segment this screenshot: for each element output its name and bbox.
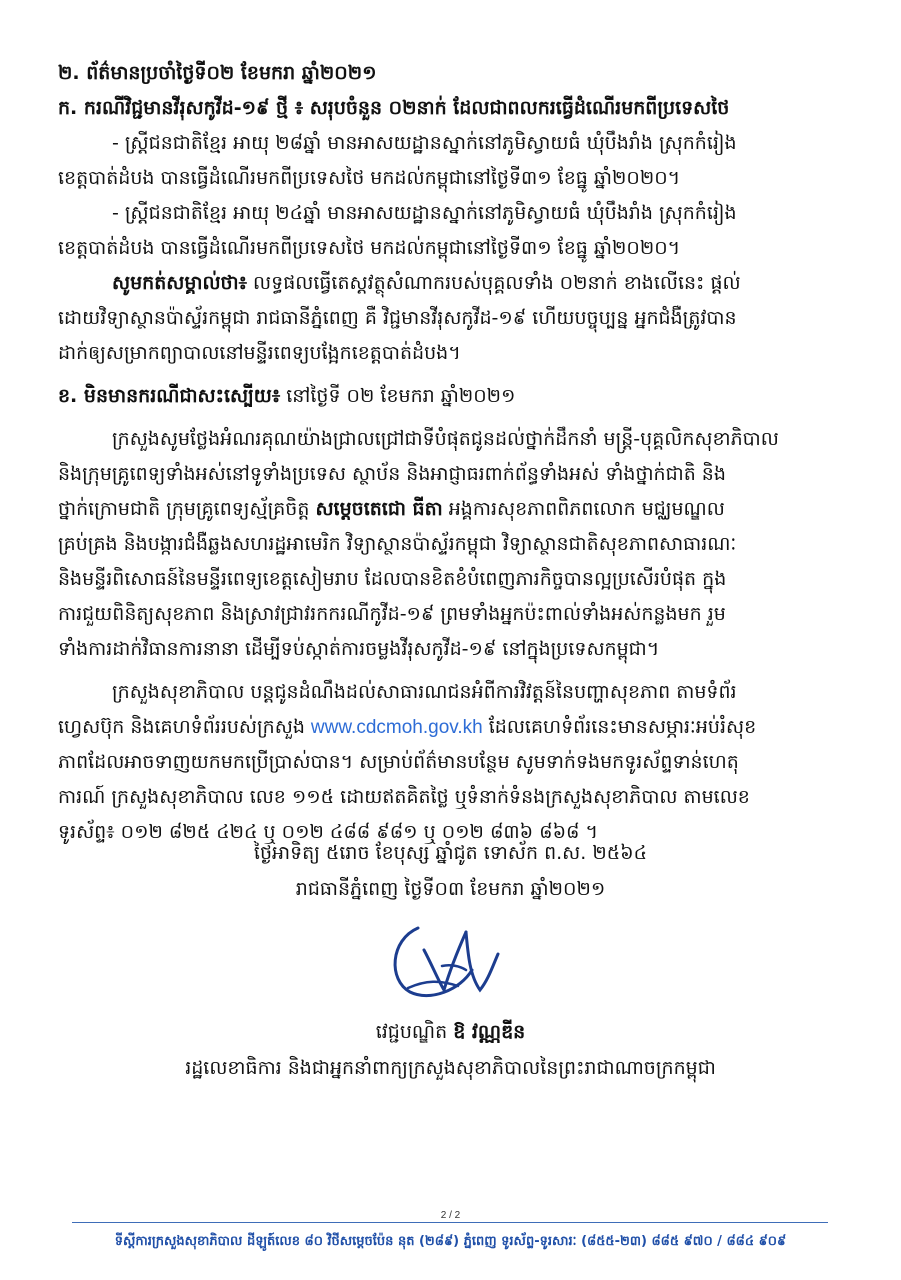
signer-title: រដ្ឋលេខាធិការ និងជាអ្នកនាំពាក្យក្រសួងសុខាភិបាលនៃព្រះរាជាណាចក្រកម្ពុជា bbox=[185, 1057, 716, 1079]
thanks-line-3-start: ថ្នាក់ក្រោមជាតិ ក្រុមគ្រូពេទ្យស្ម័គ្រចិត្ត bbox=[58, 498, 316, 520]
signer-prefix: វេជ្ជបណ្ឌិត bbox=[375, 1021, 454, 1043]
page-number: 2 / 2 bbox=[440, 1210, 461, 1221]
thanks-line-5: និងមន្ទីរពិសោធន៍នៃមន្ទីរពេទ្យខេត្តសៀមរាប ដែលបានខិតខំបំពេញភារកិច្ចបានល្អប្រសើរបំផុត ក្នុង bbox=[58, 568, 727, 590]
thanks-line-7: ទាំងការដាក់វិធានការនានា ដើម្បីទប់ស្កាត់ការចម្លងវីរុសកូវីដ-១៩ នៅក្នុងប្រទេសកម្ពុជា។ bbox=[58, 638, 660, 660]
case-2-line-1: - ស្ត្រីជនជាតិខ្មែរ អាយុ ២៤ឆ្នាំ មានអាសយដ្ឋានស្នាក់នៅភូមិស្វាយធំ ឃុំបឹងរាំង ស្រុកកំរៀង bbox=[112, 202, 737, 224]
case-2-line-2: ខេត្តបាត់ដំបង បានធ្វើដំណើរមកពីប្រទេសថៃ មកដល់កម្ពុជានៅថ្ងៃទី៣១ ខែធ្នូ ឆ្នាំ២០២០។ bbox=[58, 237, 681, 259]
signer-name-line bbox=[0, 1015, 901, 1050]
note-label: សូមកត់សម្គាល់ថា៖ bbox=[112, 272, 247, 294]
thanks-line-6: ការជួយពិនិត្យសុខភាព និងស្រាវជ្រាវរកករណីកូវីដ-១៩ ព្រមទាំងអ្នកប៉ះពាល់ទាំងអស់កន្លងមក រួម bbox=[58, 603, 726, 625]
info-line-1: ក្រសួងសុខាភិបាល បន្តជូនដំណឹងដល់សាធារណជនអំពីការវិវត្តន៍នៃបញ្ហាសុខភាព តាមទំព័រ bbox=[112, 681, 737, 703]
thanks-line-2: និងក្រុមគ្រូពេទ្យទាំងអស់នៅទូទាំងប្រទេស ស្ថាប័ន និងអាជ្ញាធរពាក់ព័ន្ធទាំងអស់ ទាំងថ្នាក់ជាតិ និង bbox=[58, 463, 726, 485]
positive-cases-heading: ក. ករណីវិជ្ជមានវីរុសកូវីដ-១៩ ថ្មី ៖ សរុបចំនួន ០២នាក់ ដែលជាពលករធ្វើដំណើរមកពីប្រទេសថៃ bbox=[58, 97, 730, 119]
recovered-heading: ខ. មិនមានករណីជាសះស្បើយ៖ bbox=[58, 385, 281, 407]
info-line-4: ការណ៍ ក្រសួងសុខាភិបាល លេខ ១១៥ ដោយឥតគិតថ្លៃ ឬទំនាក់ទំនងក្រសួងសុខាភិបាល តាមលេខ bbox=[58, 786, 750, 808]
volunteer-group-name: សម្តេចតេជោ ធីតា bbox=[315, 498, 443, 520]
info-line-3: ភាពដែលអាចទាញយកមកប្រើប្រាស់បាន។ សម្រាប់ព័ត៌មានបន្ថែម សូមទាក់ទងមកទូរស័ព្ទទាន់ហេតុ bbox=[58, 751, 739, 773]
info-line-5: ទូរស័ព្ទ៖ ០១២ ៨២៥ ៤២៤ ឬ ០១២ ៤៨៨ ៩៨១ ឬ ០១២ ៨៣៦ ៨៦៨ ។ bbox=[58, 821, 599, 843]
recovered-heading-line bbox=[58, 379, 843, 414]
footer-address: ទីស្តីការក្រសួងសុខាភិបាល ដីឡូត៍លេខ ៨០ វិថីសម្តេចប៉ែន នុត (២៨៩) ភ្នំពេញ ទូរស័ព្ទ-ទូរសារៈ (៨៥៥-២៣) ៨៨៥ ៩៧០ / ៨៨៤ ៩០៩ bbox=[114, 1234, 787, 1249]
recovered-date: នៅថ្ងៃទី ០២ ខែមករា ឆ្នាំ២០២១ bbox=[280, 385, 516, 407]
info-line-2 bbox=[58, 710, 843, 745]
handwritten-signature bbox=[380, 910, 520, 1010]
info-line-2-end: ដែលគេហទំព័រនេះមានសម្ភារៈអប់រំសុខ bbox=[482, 716, 757, 738]
note-line-3: ដាក់ឲ្យសម្រាកព្យាបាលនៅមន្ទីរពេទ្យបង្អែកខេត្តបាត់ដំបង។ bbox=[58, 342, 461, 364]
thanks-line-3 bbox=[58, 492, 843, 527]
solar-date: រាជធានីភ្នំពេញ ថ្ងៃទី០៣ ខែមករា ឆ្នាំ២០២១ bbox=[295, 878, 606, 900]
thanks-line-4: គ្រប់គ្រង និងបង្ការជំងឺឆ្លងសហរដ្ឋអាមេរិក វិទ្យាស្ថានប៉ាស្ទ័រកម្ពុជា វិទ្យាស្ថានជាតិសុខភាពសាធារណៈ bbox=[58, 533, 737, 555]
case-1-line-1: - ស្ត្រីជនជាតិខ្មែរ អាយុ ២៨ឆ្នាំ មានអាសយដ្ឋានស្នាក់នៅភូមិស្វាយធំ ឃុំបឹងរាំង ស្រុកកំរៀង bbox=[112, 132, 737, 154]
signer-name: ឱ វណ្ណឌីន bbox=[453, 1021, 526, 1043]
note-text: លទ្ធផលធ្វើតេស្តវត្ថុសំណាករបស់បុគ្គលទាំង ០២នាក់ ខាងលើនេះ ផ្តល់ bbox=[247, 272, 741, 294]
thanks-line-3-end: អង្គការសុខភាពពិភពលោក មជ្ឈមណ្ឌល bbox=[442, 498, 725, 520]
document-body bbox=[58, 56, 843, 850]
info-line-2-start: ហ្វេសប៊ុក និងគេហទំព័ររបស់ក្រសួង bbox=[58, 716, 311, 738]
section-2-heading: ២. ព័ត៌មានប្រចាំថ្ងៃទី០២ ខែមករា ឆ្នាំ២០២១ bbox=[58, 62, 377, 84]
case-1-line-2: ខេត្តបាត់ដំបង បានធ្វើដំណើរមកពីប្រទេសថៃ មកដល់កម្ពុជានៅថ្ងៃទី៣១ ខែធ្នូ ឆ្នាំ២០២០។ bbox=[58, 167, 681, 189]
note-line-1 bbox=[58, 266, 843, 301]
footer-divider bbox=[72, 1222, 828, 1223]
lunar-date: ថ្ងៃអាទិត្យ ៥រោច ខែបុស្ស ឆ្នាំជូត ទោស័ក ព.ស. ២៥៦៤ bbox=[253, 842, 648, 864]
thanks-line-1: ក្រសួងសូមថ្លែងអំណរគុណយ៉ាងជ្រាលជ្រៅជាទីបំផុតជូនដល់ថ្នាក់ដឹកនាំ មន្ត្រី-បុគ្គលិកសុខាភិបាល bbox=[112, 428, 779, 450]
note-line-2: ដោយវិទ្យាស្ថានប៉ាស្ទ័រកម្ពុជា រាជធានីភ្នំពេញ គឺ វិជ្ជមានវីរុសកូវីដ-១៩ ហើយបច្ចុប្បន្ន អ្នកជំងឺត្រូវបាន bbox=[58, 307, 737, 329]
website-link[interactable]: www.cdcmoh.gov.kh bbox=[310, 717, 483, 738]
